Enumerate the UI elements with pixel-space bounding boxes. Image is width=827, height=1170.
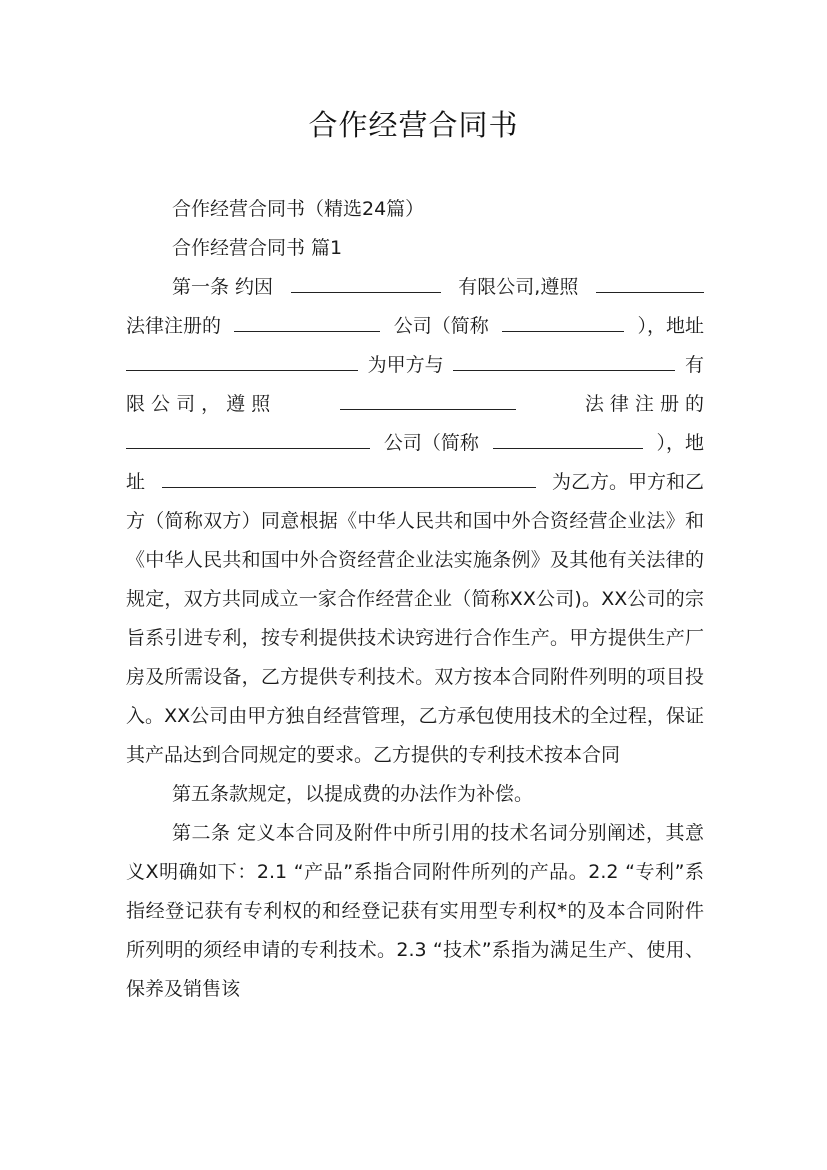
clause-1-paragraph: 方（简称双方）同意根据《中华人民共和国中外合资经营企业法》和《中华人民共和国中外合资经营企业法实施条例》及其他有关法律的规定，双方共同成立一家合作经营企业（简称XX公司)。XX公司的宗旨系引进专利，按专利提供技术诀窍进行合作生产。甲方提供生产厂房及所需设备，乙方提供专利技术。双方按本合同附件列明的项目投入。XX公司由甲方独自经营管理，乙方承包使用技术的全过程，保证其产品达到合同规定的要求。乙方提供的专利技术按本合同 — [126, 510, 704, 766]
clause-1-text: 第一条 约因 — [172, 276, 274, 298]
clause-1-text: 有限公司,遵照 — [458, 276, 579, 298]
blank-field — [596, 270, 704, 293]
clause-1-text: ），地 — [656, 432, 704, 454]
clause-1 — [126, 268, 704, 775]
clause-1-text: 址 — [126, 471, 146, 493]
blank-field — [502, 309, 624, 332]
clause-5-reference: 第五条款规定，以提成费的办法作为补偿。 — [172, 783, 534, 805]
part-heading: 合作经营合同书 篇1 — [172, 237, 343, 259]
clause-1-line-5 — [126, 424, 704, 463]
blank-field — [162, 465, 536, 488]
clause-1-text: ），地址 — [637, 315, 704, 337]
blank-field — [126, 426, 370, 449]
clause-1-line-6 — [126, 463, 704, 502]
clause-1-text: 有 — [684, 354, 704, 376]
blank-field — [340, 387, 516, 410]
blank-field — [126, 348, 358, 371]
clause-1-text: 公司（简称 — [393, 315, 489, 337]
document-body — [126, 190, 704, 1009]
document-title: 合作经营合同书 — [308, 108, 519, 142]
blank-field — [291, 270, 441, 293]
blank-field — [453, 348, 675, 371]
clause-1-line-1 — [126, 268, 704, 307]
clause-1-text: 为甲方与 — [367, 354, 444, 376]
clause-1-line-3 — [126, 346, 704, 385]
blank-field — [493, 426, 643, 449]
clause-1-line-2 — [126, 307, 704, 346]
clause-1-text: 限 公 司 ， 遵 照 — [126, 393, 271, 415]
clause-1-text: 为乙方。甲方和乙 — [551, 471, 704, 493]
clause-2-paragraph: 第二条 定义本合同及附件中所引用的技术名词分别阐述，其意义X明确如下：2.1 “产品”系指合同附件所列的产品。2.2 “专利”系指经登记获有专利权的和经登记获有实用型专利权*的及本合同附件所列明的须经申请的专利技术。2.3 “技术”系指为满足生产、使用、保养及销售该 — [126, 822, 704, 1000]
blank-field — [234, 309, 380, 332]
clause-1-line-4 — [126, 385, 704, 424]
clause-1-text: 法律注册的 — [126, 315, 222, 337]
clause-1-text: 法 律 注 册 的 — [584, 393, 704, 415]
subtitle: 合作经营合同书（精选24篇） — [172, 198, 425, 220]
clause-1-text: 公司（简称 — [383, 432, 479, 454]
